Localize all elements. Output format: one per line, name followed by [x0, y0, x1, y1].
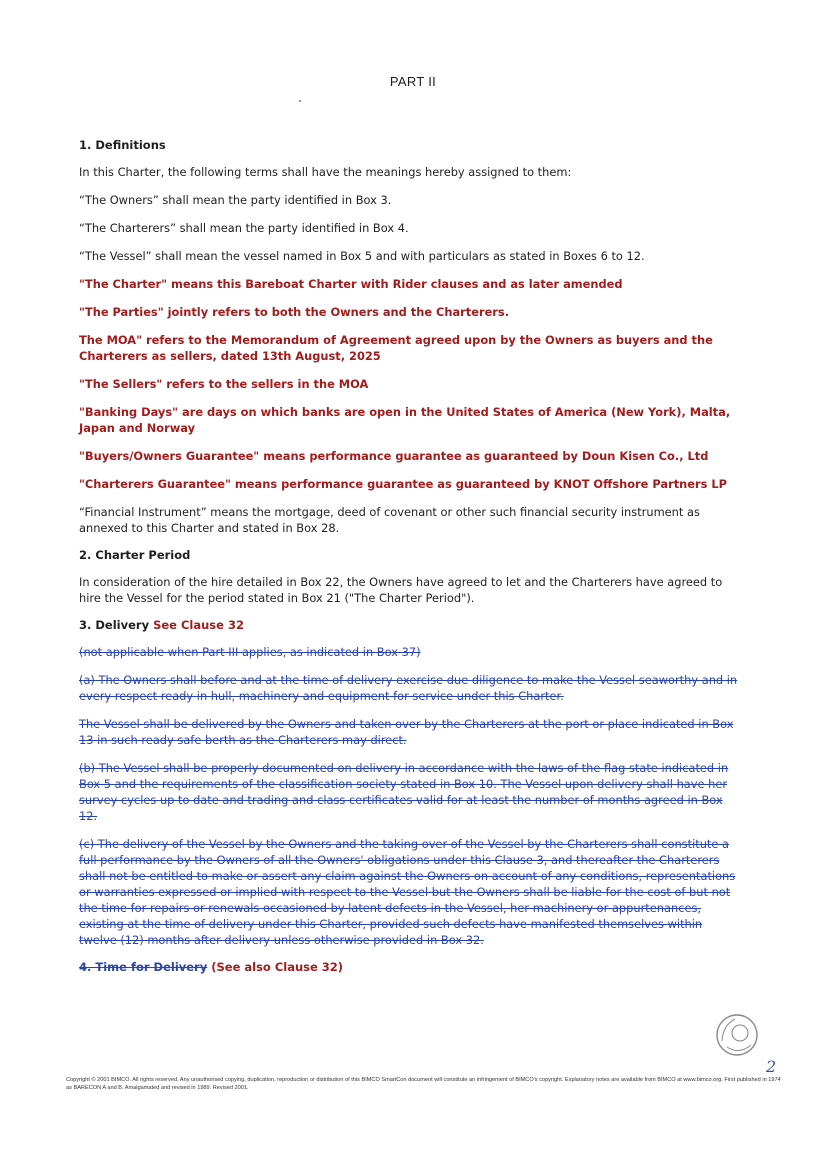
speck: [299, 100, 301, 102]
definition-owners: “The Owners” shall mean the party identified in Box 3.: [79, 193, 392, 207]
definition-moa: The MOA" refers to the Memorandum of Agreement agreed upon by the Owners as buyers and the Charterers as sellers, dated 13th August, 2025: [79, 333, 713, 363]
copyright-footer: Copyright © 2001 BIMCO. All rights reserved. Any unauthorised copying, duplication, reproduction or distribution of this BIMCO SmartCon document will constitute an infringement of BIMCO's copyright. Explanatory notes are available from BIMCO at www.bimco.org. First published in 1974 as BARECON A and B. Amalgamated and revised in 1989. Revised 2001.: [66, 1077, 781, 1091]
definition-charter: "The Charter" means this Bareboat Charter with Rider clauses and as later amended: [79, 277, 623, 291]
definition-buyers-guarantee: "Buyers/Owners Guarantee" means performance guarantee as guaranteed by Doun Kisen Co., Ltd: [79, 449, 709, 463]
section-3-a: (a) The Owners shall before and at the time of delivery exercise due diligence to make the Vessel seaworthy and in every respect ready in hull, machinery and equipment for service under this Charter.: [79, 673, 738, 703]
section-3-see-clause: See Clause 32: [153, 618, 244, 632]
section-3-heading: 3. Delivery: [79, 618, 150, 632]
section-4-see-clause: (See also Clause 32): [211, 960, 344, 974]
section-3-a-delivery-place: The Vessel shall be delivered by the Owners and taken over by the Charterers at the port or place indicated in Box 13 in such ready safe berth as the Charterers may direct.: [79, 717, 734, 747]
handwritten-page-number: 2: [766, 1057, 777, 1076]
section-2-heading: 2. Charter Period: [79, 548, 191, 562]
section-4-heading: 4. Time for Delivery: [79, 960, 208, 974]
section-3-heading-line: [79, 618, 741, 632]
page-title: PART II: [389, 74, 437, 89]
company-stamp-icon: [713, 1011, 761, 1059]
definition-financial-instrument: “Financial Instrument” means the mortgage, deed of covenant or other such financial security instrument as annexed to this Charter and stated in Box 28.: [79, 505, 700, 535]
definition-sellers: "The Sellers" refers to the sellers in the MOA: [79, 377, 369, 391]
section-1-heading: 1. Definitions: [79, 138, 166, 152]
section-4-heading-line: [79, 960, 741, 974]
section-3-c: (c) The delivery of the Vessel by the Owners and the taking over of the Vessel by the Charterers shall constitute a full performance by the Owners of all the Owners' obligations under this Clause 3, and thereafter the Charterers shall not be entitled to make or assert any claim against the Owners on account of any conditions, representations or warranties expressed or implied with respect to the Vessel but the Owners shall be liable for the cost of but not the time for repairs or renewals occasioned by latent defects in the Vessel, her machinery or appurtenances, existing at the time of delivery under this Charter, provided such defects have manifested themselves within twelve (12) months after delivery unless otherwise provided in Box 32.: [79, 837, 736, 947]
definition-vessel: “The Vessel” shall mean the vessel named in Box 5 and with particulars as stated in Boxes 6 to 12.: [79, 249, 645, 263]
section-2-text: In consideration of the hire detailed in Box 22, the Owners have agreed to let and the Charterers have agreed to hire the Vessel for the period stated in Box 21 ("The Charter Period").: [79, 575, 723, 605]
section-3-b: (b) The Vessel shall be properly documented on delivery in accordance with the laws of the flag state indicated in Box 5 and the requirements of the classification society stated in Box 10. The Vessel upon delivery shall have her survey cycles up to date and trading and class certificates valid for at least the number of months agreed in Box 12.: [79, 761, 729, 823]
definition-charterers-guarantee: "Charterers Guarantee" means performance guarantee as guaranteed by KNOT Offshore Partners LP: [79, 477, 727, 491]
charter-body: [79, 138, 741, 986]
definition-parties: "The Parties" jointly refers to both the Owners and the Charterers.: [79, 305, 510, 319]
definition-banking-days: "Banking Days" are days on which banks are open in the United States of America (New York), Malta, Japan and Norway: [79, 405, 731, 435]
section-3-not-applicable: (not applicable when Part III applies, as indicated in Box 37): [79, 645, 421, 659]
definition-charterers: “The Charterers” shall mean the party identified in Box 4.: [79, 221, 409, 235]
section-1-intro: In this Charter, the following terms shall have the meanings hereby assigned to them:: [79, 165, 572, 179]
